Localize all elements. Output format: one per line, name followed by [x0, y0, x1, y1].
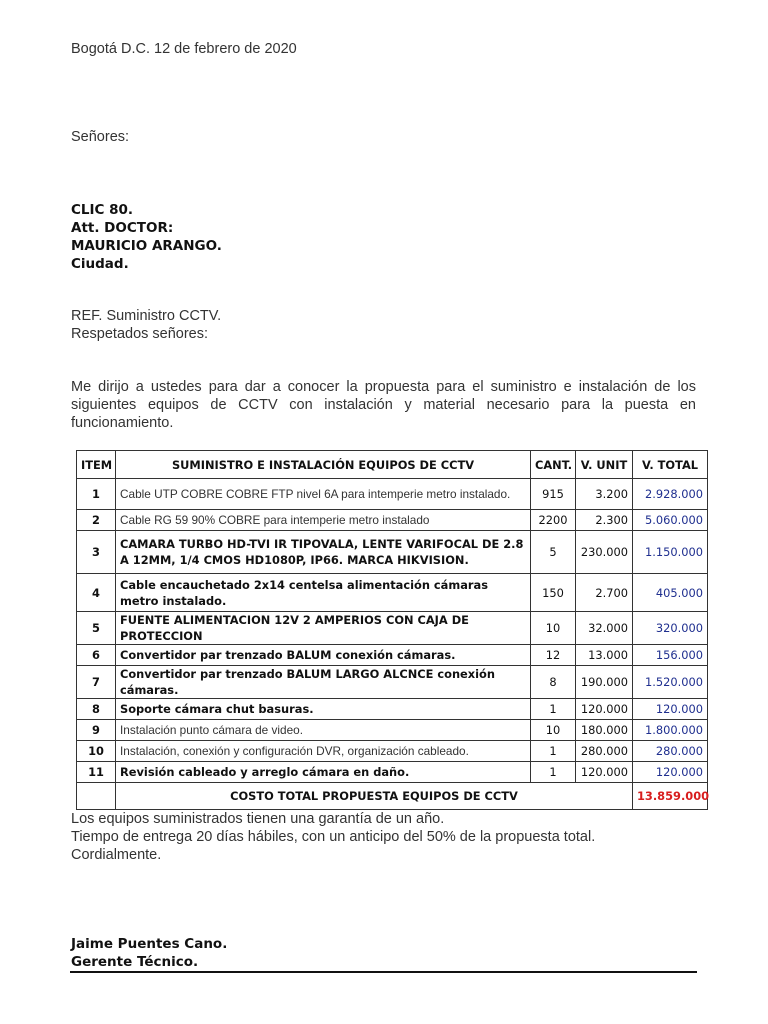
table-total-row	[77, 783, 708, 810]
signature-title: Gerente Técnico.	[71, 954, 199, 970]
regards-line: Cordialmente.	[71, 847, 162, 863]
cell-unit-price: 32.000	[576, 612, 633, 645]
cell-quantity: 1	[531, 762, 576, 783]
total-empty-cell	[77, 783, 116, 810]
signature-block	[71, 935, 227, 971]
cell-description: Convertidor par trenzado BALUM LARGO ALCNCE conexión cámaras.	[116, 666, 531, 699]
cell-total: 120.000	[633, 699, 708, 720]
cell-total: 5.060.000	[633, 510, 708, 531]
table-row	[77, 531, 708, 574]
table-row	[77, 479, 708, 510]
recipient-block	[71, 201, 222, 273]
quote-table	[76, 450, 708, 810]
cell-description: CAMARA TURBO HD-TVI IR TIPOVALA, LENTE VARIFOCAL DE 2.8 A 12MM, 1/4 CMOS HD1080P, IP66. MARCA HIKVISION.	[116, 531, 531, 574]
recipient-city: Ciudad.	[71, 256, 129, 272]
cell-total: 2.928.000	[633, 479, 708, 510]
header-description: SUMINISTRO E INSTALACIÓN EQUIPOS DE CCTV	[116, 451, 531, 479]
table-header-row	[77, 451, 708, 479]
intro-paragraph: Me dirijo a ustedes para dar a conocer la propuesta para el suministro e instalación de los siguientes equipos de CCTV con instalación y material necesario para la puesta en funcionamiento.	[71, 379, 696, 431]
header-item: ITEM	[77, 451, 116, 479]
cell-quantity: 10	[531, 720, 576, 741]
signature-name: Jaime Puentes Cano.	[71, 936, 228, 952]
cell-item: 11	[77, 762, 116, 783]
table-row	[77, 666, 708, 699]
recipient-company: CLIC 80.	[71, 202, 134, 218]
cell-total: 1.800.000	[633, 720, 708, 741]
table-row	[77, 612, 708, 645]
cell-unit-price: 13.000	[576, 645, 633, 666]
cell-total: 405.000	[633, 574, 708, 612]
delivery-line: Tiempo de entrega 20 días hábiles, con un anticipo del 50% de la propuesta total.	[71, 829, 596, 845]
cell-description: Soporte cámara chut basuras.	[116, 699, 531, 720]
grand-total-value: 13.859.000	[633, 783, 708, 810]
cell-item: 8	[77, 699, 116, 720]
cell-description: Revisión cableado y arreglo cámara en daño.	[116, 762, 531, 783]
reference-block	[71, 307, 221, 343]
cell-description: Cable RG 59 90% COBRE para intemperie metro instalado	[116, 510, 531, 531]
cell-total: 156.000	[633, 645, 708, 666]
cell-unit-price: 2.700	[576, 574, 633, 612]
cell-quantity: 12	[531, 645, 576, 666]
cell-unit-price: 2.300	[576, 510, 633, 531]
cell-description: Convertidor par trenzado BALUM conexión cámaras.	[116, 645, 531, 666]
cell-quantity: 2200	[531, 510, 576, 531]
cell-unit-price: 190.000	[576, 666, 633, 699]
signature-divider	[70, 971, 697, 973]
cell-unit-price: 3.200	[576, 479, 633, 510]
recipient-name: MAURICIO ARANGO.	[71, 238, 222, 254]
cell-total: 320.000	[633, 612, 708, 645]
recipient-attention: Att. DOCTOR:	[71, 220, 174, 236]
header-total: V. TOTAL	[633, 451, 708, 479]
cell-quantity: 5	[531, 531, 576, 574]
table-row	[77, 720, 708, 741]
table-row	[77, 741, 708, 762]
cell-unit-price: 280.000	[576, 741, 633, 762]
date-line: Bogotá D.C. 12 de febrero de 2020	[71, 41, 297, 57]
cell-quantity: 915	[531, 479, 576, 510]
reference-line: REF. Suministro CCTV.	[71, 308, 222, 324]
table-row	[77, 699, 708, 720]
cell-description: Cable UTP COBRE COBRE FTP nivel 6A para intemperie metro instalado.	[116, 479, 531, 510]
cell-total: 120.000	[633, 762, 708, 783]
cell-quantity: 8	[531, 666, 576, 699]
cell-description: FUENTE ALIMENTACION 12V 2 AMPERIOS CON CAJA DE PROTECCION	[116, 612, 531, 645]
cell-description: Instalación, conexión y configuración DVR, organización cableado.	[116, 741, 531, 762]
cell-item: 3	[77, 531, 116, 574]
cell-item: 6	[77, 645, 116, 666]
table-row	[77, 574, 708, 612]
cell-item: 2	[77, 510, 116, 531]
cell-item: 1	[77, 479, 116, 510]
warranty-line: Los equipos suministrados tienen una garantía de un año.	[71, 811, 445, 827]
table-row	[77, 645, 708, 666]
cell-total: 1.520.000	[633, 666, 708, 699]
cell-unit-price: 120.000	[576, 699, 633, 720]
table-row	[77, 762, 708, 783]
header-quantity: CANT.	[531, 451, 576, 479]
cell-unit-price: 180.000	[576, 720, 633, 741]
cell-total: 1.150.000	[633, 531, 708, 574]
greeting-line: Respetados señores:	[71, 326, 209, 342]
cell-quantity: 10	[531, 612, 576, 645]
cell-item: 7	[77, 666, 116, 699]
cell-quantity: 1	[531, 699, 576, 720]
cell-item: 9	[77, 720, 116, 741]
cell-item: 10	[77, 741, 116, 762]
header-unit-price: V. UNIT	[576, 451, 633, 479]
closing-block	[71, 810, 595, 864]
cell-item: 4	[77, 574, 116, 612]
cell-quantity: 1	[531, 741, 576, 762]
cell-description: Instalación punto cámara de video.	[116, 720, 531, 741]
cell-quantity: 150	[531, 574, 576, 612]
total-label: COSTO TOTAL PROPUESTA EQUIPOS DE CCTV	[116, 783, 633, 810]
cell-description: Cable encauchetado 2x14 centelsa alimentación cámaras metro instalado.	[116, 574, 531, 612]
cell-unit-price: 120.000	[576, 762, 633, 783]
cell-unit-price: 230.000	[576, 531, 633, 574]
table-row	[77, 510, 708, 531]
salutation: Señores:	[71, 129, 130, 145]
cell-total: 280.000	[633, 741, 708, 762]
cell-item: 5	[77, 612, 116, 645]
